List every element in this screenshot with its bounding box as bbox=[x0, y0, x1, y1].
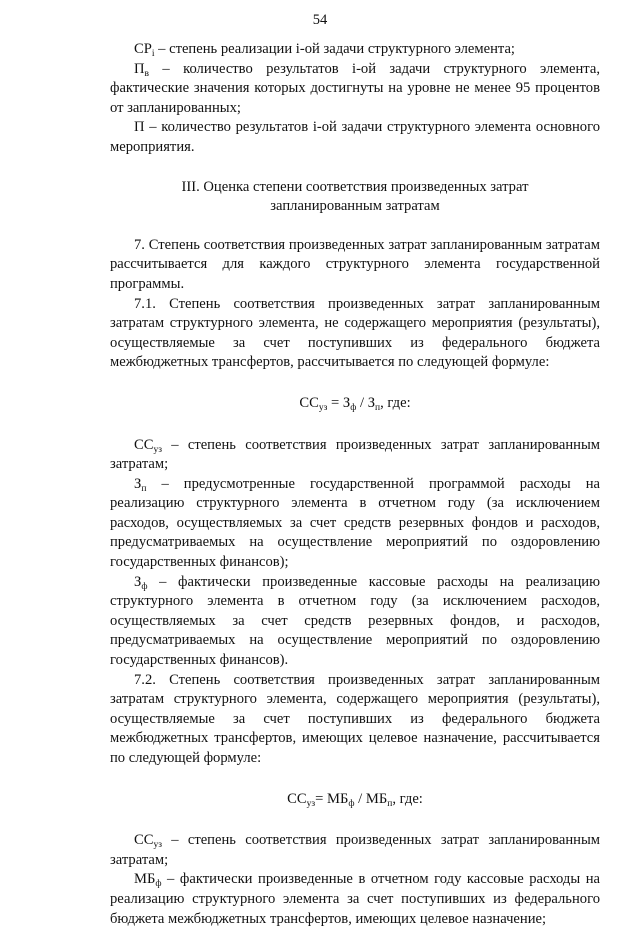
section-heading bbox=[110, 178, 600, 217]
definition-mbf: $МБ_ф$ – фактически произведенные в отчетном году кассовые расходы на реализацию структурного элемента за счет поступивших из федерального бюджета межбюджетных трансфертов, имеющих целевое назначение; bbox=[110, 871, 600, 927]
paragraph-7-1: 7.1. Степень соответствия произведенных затрат запланированным затратам структурного элемента, не содержащего мероприятия (результаты), осуществляемые за счет поступивших из федерального бюджета межбюджетных трансфертов, рассчитывается по следующей формуле: bbox=[110, 295, 600, 371]
definition-p: П – количество результатов i-ой задачи структурного элемента основного мероприятия. bbox=[110, 119, 600, 155]
page-number: 54 bbox=[312, 12, 328, 28]
paragraph-7-2: 7.2. Степень соответствия произведенных затрат запланированным затратам структурного элемента, содержащего мероприятия (результаты), осуществляемые за счет поступивших из федерального бюджета межбюджетных трансфертов, имеющих целевое назначение, рассчитывается по следующей формуле: bbox=[110, 671, 600, 766]
document-body bbox=[110, 40, 600, 929]
definition-zp: $З_п$ – предусмотренные государственной программой расходы на реализацию структурного элемента в отчетном году (за исключением расходов, осуществляемых за счет средств резервных фондов и расходов, предусматриваемых на осуществление мероприятий по оздоровлению государственных финансов); bbox=[110, 475, 600, 571]
definition-sr: $СР_i$ – степень реализации i-ой задачи структурного элемента; bbox=[134, 41, 515, 59]
definition-ssuz-2: $СС_{уз}$ – степень соответствия произведенных затрат запланированным затратам; bbox=[110, 832, 600, 868]
definition-ssuz: $СС_{уз}$ – степень соответствия произведенных затрат запланированным затратам; bbox=[110, 436, 600, 473]
formula-1: $СС_{уз} = З_ф / З_п$, где: bbox=[299, 394, 411, 413]
section-heading-line-1: III. Оценка степени соответствия произведенных затрат bbox=[181, 178, 529, 195]
definition-pv: $П_в$ – количество результатов i-ой задачи структурного элемента, фактические значения которых достигнуты на уровне не менее 95 процентов от запланированных; bbox=[110, 60, 600, 116]
definition-zf: $З_ф$ – фактически произведенные кассовые расходы на реализацию структурного элемента в отчетном году (за исключением расходов, осуществляемых за счет средств резервных фондов, и расходов, предусматриваемых на осуществление мероприятий по оздоровлению государственных финансов). bbox=[110, 573, 600, 669]
formula-2: $СС_{уз}= МБ_ф / МБ_п$, где: bbox=[287, 790, 423, 809]
paragraph-7: 7. Степень соответствия произведенных затрат запланированным затратам рассчитывается для каждого структурного элемента государственной программы. bbox=[110, 236, 600, 292]
section-heading-line-2: запланированным затратам bbox=[270, 198, 440, 215]
